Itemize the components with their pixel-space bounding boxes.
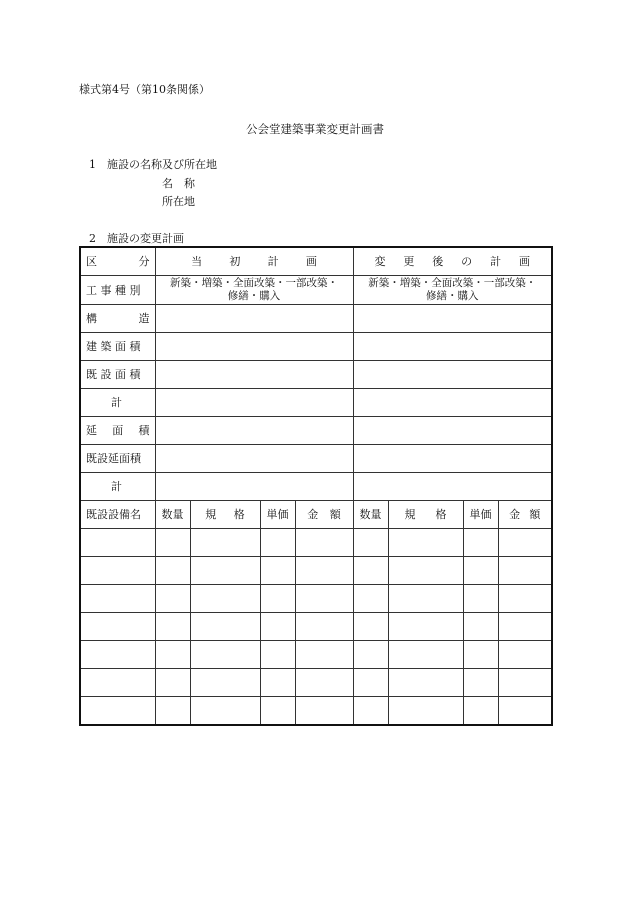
- cell: [155, 529, 190, 557]
- structure-original-cell: [155, 305, 353, 333]
- work-type-changed-options: 新築・増築・全面改築・一部改築・ 修繕・購入: [353, 276, 552, 305]
- cell: [388, 585, 463, 613]
- cell: [260, 585, 295, 613]
- cell: [260, 697, 295, 726]
- facility-name-label: 名 称: [162, 177, 195, 190]
- equipment-row: [80, 669, 552, 697]
- cell: [388, 529, 463, 557]
- header-original-plan: 当 初 計 画: [155, 247, 353, 276]
- cell: [353, 641, 388, 669]
- cell: [260, 669, 295, 697]
- table-header-row: [80, 247, 552, 276]
- equipment-header-row: [80, 501, 552, 529]
- cell: [353, 585, 388, 613]
- cell: [353, 557, 388, 585]
- building-area-original-cell: [155, 333, 353, 361]
- structure-changed-cell: [353, 305, 552, 333]
- cell: [463, 529, 498, 557]
- table-row: [80, 473, 552, 501]
- equipment-row: [80, 697, 552, 726]
- existing-equipment-label: 既設設備名: [80, 501, 155, 529]
- floor-area-changed-cell: [353, 417, 552, 445]
- cell: [463, 585, 498, 613]
- cell: [353, 613, 388, 641]
- cell: [260, 613, 295, 641]
- original-amount-header: 金 額: [295, 501, 353, 529]
- cell: [295, 641, 353, 669]
- cell: [80, 641, 155, 669]
- cell: [295, 529, 353, 557]
- table-row: [80, 276, 552, 305]
- equipment-row: [80, 613, 552, 641]
- cell: [463, 697, 498, 726]
- cell: [388, 557, 463, 585]
- cell: [80, 529, 155, 557]
- cell: [190, 641, 260, 669]
- structure-label: 構 造: [80, 305, 155, 333]
- floor-area-label: 延 面 積: [80, 417, 155, 445]
- section2-heading: 2 施設の変更計画: [89, 232, 184, 245]
- cell: [190, 557, 260, 585]
- subtotal2-original-cell: [155, 473, 353, 501]
- section1-heading: 1 施設の名称及び所在地: [89, 158, 217, 171]
- facility-location-label: 所在地: [162, 195, 195, 208]
- cell: [353, 529, 388, 557]
- cell: [463, 613, 498, 641]
- cell: [155, 669, 190, 697]
- table-row: [80, 417, 552, 445]
- subtotal2-label: 計: [80, 473, 155, 501]
- form-number: 様式第4号（第10条関係）: [79, 83, 210, 96]
- cell: [388, 669, 463, 697]
- existing-floor-area-changed-cell: [353, 445, 552, 473]
- table-row: [80, 305, 552, 333]
- cell: [353, 697, 388, 726]
- table-row: [80, 361, 552, 389]
- table-row: [80, 333, 552, 361]
- cell: [498, 613, 552, 641]
- cell: [155, 641, 190, 669]
- cell: [353, 669, 388, 697]
- work-type-label: 工 事 種 別: [80, 276, 155, 305]
- existing-floor-area-label: 既設延面積: [80, 445, 155, 473]
- cell: [260, 641, 295, 669]
- cell: [295, 613, 353, 641]
- changed-quantity-header: 数量: [353, 501, 388, 529]
- cell: [80, 669, 155, 697]
- existing-floor-area-original-cell: [155, 445, 353, 473]
- equipment-row: [80, 557, 552, 585]
- cell: [388, 641, 463, 669]
- building-area-label: 建 築 面 積: [80, 333, 155, 361]
- cell: [80, 557, 155, 585]
- header-changed-plan: 変 更 後 の 計 画: [353, 247, 552, 276]
- existing-area-changed-cell: [353, 361, 552, 389]
- cell: [80, 697, 155, 726]
- cell: [260, 557, 295, 585]
- cell: [295, 585, 353, 613]
- cell: [498, 529, 552, 557]
- document-title: 公会堂建築事業変更計画書: [246, 122, 384, 136]
- cell: [463, 669, 498, 697]
- table-row: [80, 445, 552, 473]
- cell: [498, 557, 552, 585]
- cell: [295, 669, 353, 697]
- cell: [155, 613, 190, 641]
- cell: [80, 585, 155, 613]
- cell: [463, 557, 498, 585]
- cell: [155, 557, 190, 585]
- subtotal1-changed-cell: [353, 389, 552, 417]
- existing-area-label: 既 設 面 積: [80, 361, 155, 389]
- equipment-row: [80, 641, 552, 669]
- cell: [155, 697, 190, 726]
- cell: [295, 557, 353, 585]
- change-plan-table: [79, 246, 553, 726]
- subtotal1-original-cell: [155, 389, 353, 417]
- original-unit-price-header: 単価: [260, 501, 295, 529]
- work-type-original-options: 新築・増築・全面改築・一部改築・ 修繕・購入: [155, 276, 353, 305]
- equipment-row: [80, 585, 552, 613]
- table-row: [80, 389, 552, 417]
- existing-area-original-cell: [155, 361, 353, 389]
- cell: [295, 697, 353, 726]
- equipment-row: [80, 529, 552, 557]
- cell: [80, 613, 155, 641]
- building-area-changed-cell: [353, 333, 552, 361]
- cell: [498, 585, 552, 613]
- changed-spec-header: 規 格: [388, 501, 463, 529]
- cell: [190, 585, 260, 613]
- cell: [388, 613, 463, 641]
- cell: [388, 697, 463, 726]
- cell: [190, 669, 260, 697]
- changed-amount-header: 金 額: [498, 501, 552, 529]
- original-spec-header: 規 格: [190, 501, 260, 529]
- cell: [260, 529, 295, 557]
- floor-area-original-cell: [155, 417, 353, 445]
- original-quantity-header: 数量: [155, 501, 190, 529]
- header-category: 区 分: [80, 247, 155, 276]
- subtotal1-label: 計: [80, 389, 155, 417]
- changed-unit-price-header: 単価: [463, 501, 498, 529]
- subtotal2-changed-cell: [353, 473, 552, 501]
- cell: [190, 697, 260, 726]
- cell: [498, 697, 552, 726]
- cell: [463, 641, 498, 669]
- cell: [190, 529, 260, 557]
- cell: [498, 641, 552, 669]
- cell: [190, 613, 260, 641]
- cell: [155, 585, 190, 613]
- cell: [498, 669, 552, 697]
